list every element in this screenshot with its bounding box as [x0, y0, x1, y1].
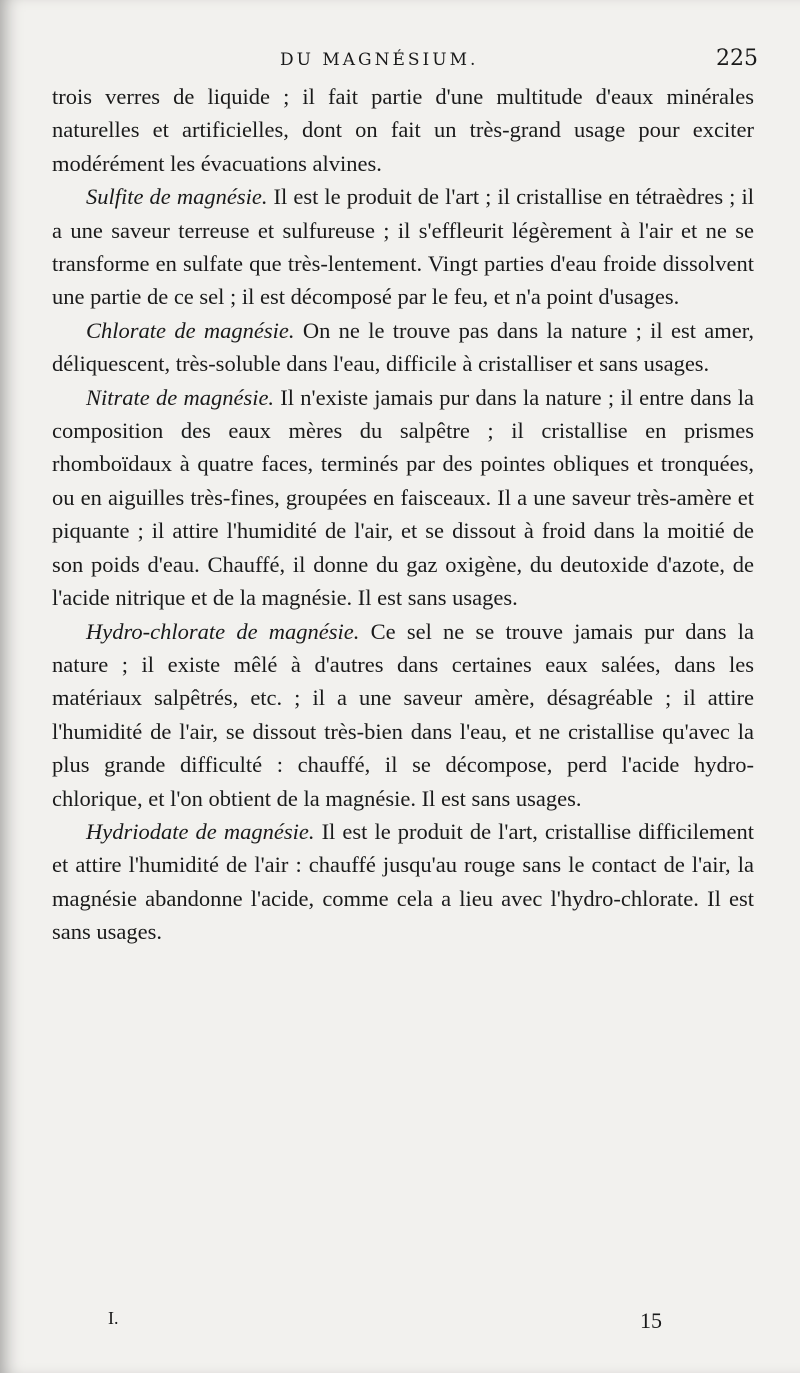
- paragraph-term: Chlorate de magnésie.: [86, 317, 295, 343]
- page-header: [0, 46, 800, 76]
- gathering-number: 15: [640, 1308, 662, 1333]
- signature-mark: I.: [108, 1308, 119, 1328]
- paragraph-sulfite: [52, 180, 754, 314]
- paragraph-term: Hydro-chlorate de magnésie.: [86, 618, 360, 644]
- paragraph-hydriodate: [52, 815, 754, 949]
- paragraph-hydro-chlorate: [52, 615, 754, 815]
- paragraph-text: trois verres de liquide ; il fait partie d'une multitude d'eaux minérales naturelles et artificielles, dont on fait un très-grand usage pour exciter modérément les évacuations alvines.: [52, 84, 754, 176]
- paragraph-term: Nitrate de magnésie.: [86, 384, 275, 410]
- paragraph-text: Il n'existe jamais pur dans la nature ; il entre dans la composition des eaux mères du salpêtre ; il cristallise en prismes rhomboïdaux à quatre faces, terminés par des pointes obliques et tronquées, ou en aiguilles très-fines, groupées en faisceaux. Il a une saveur très-amère et piquante ; il attire l'humidité de l'air, et se dissout à froid dans la moitié de son poids d'eau. Chauffé, il donne du gaz oxigène, du deutoxide d'azote, de l'acide nitrique et de la magnésie. Il est sans usages.: [52, 384, 754, 611]
- paragraph-term: Hydriodate de magnésie.: [86, 818, 315, 844]
- body-text: [52, 80, 754, 949]
- paragraph-text: Ce sel ne se trouve jamais pur dans la nature ; il existe mêlé à d'autres dans certaines eaux salées, dans les matériaux salpêtrés, etc. ; il a une saveur amère, désagréable ; il attire l'humidité de l'air, se dissout très-bien dans l'eau, et ne cristallise qu'avec la plus grande difficulté : chauffé, il se décompose, perd l'acide hydro-chlorique, et l'on obtient de la magnésie. Il est sans usages.: [52, 618, 754, 811]
- paragraph-term: Sulfite de magnésie.: [86, 184, 268, 210]
- page-number: 225: [716, 46, 758, 71]
- paragraph-text: On ne le trouve pas dans la nature ; il est amer, déliquescent, très-soluble dans l'eau, difficile à cristalliser et sans usages.: [52, 317, 754, 377]
- page-footer: [0, 1308, 800, 1338]
- paragraph-text: Il est le produit de l'art, cristallise difficilement et attire l'humidité de l'air : chauffé jusqu'au rouge sans le contact de l'air, la magnésie abandonne l'acide, comme cela a lieu avec l'hydro-chlorate. Il est sans usages.: [52, 818, 754, 945]
- paragraph-continuation: [52, 80, 754, 180]
- paragraph-nitrate: [52, 381, 754, 615]
- paragraph-chlorate: [52, 314, 754, 381]
- running-head: DU MAGNÉSIUM.: [280, 50, 479, 70]
- paragraph-text: Il est le produit de l'art ; il cristallise en tétraèdres ; il a une saveur terreuse et sulfureuse ; il s'effleurit légèrement à l'air et ne se transforme en sulfate que très-lentement. Vingt parties d'eau froide dissolvent une partie de ce sel ; il est décomposé par le feu, et n'a point d'usages.: [52, 184, 754, 310]
